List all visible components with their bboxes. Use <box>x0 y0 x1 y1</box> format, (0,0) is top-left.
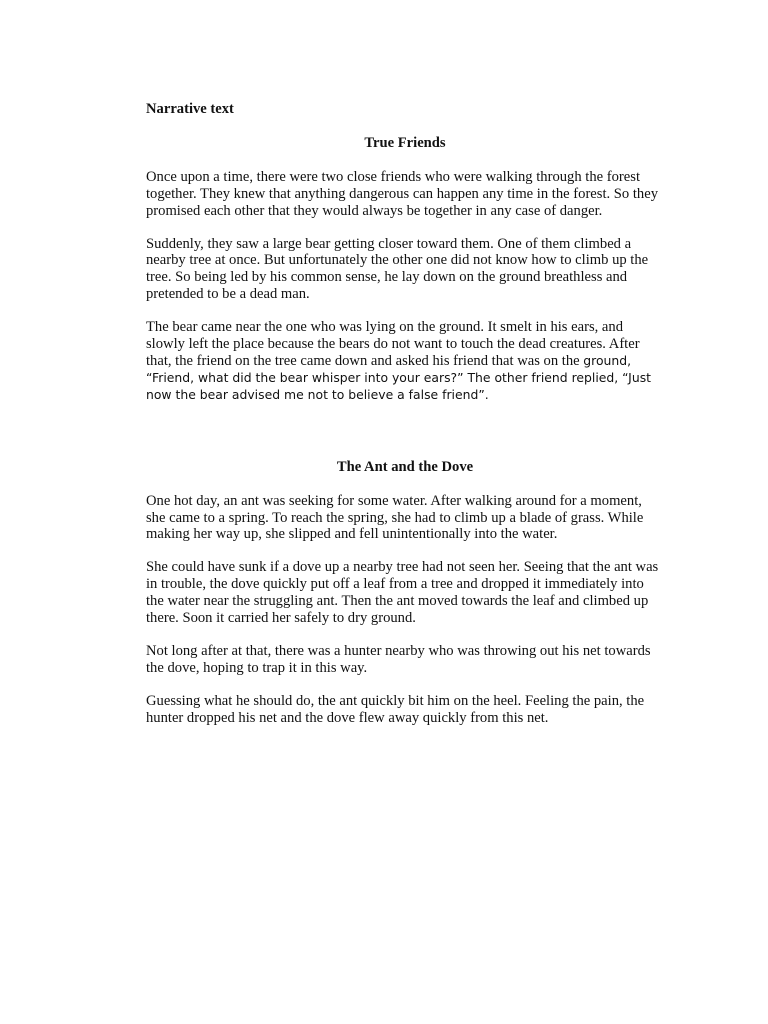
story-2-paragraph-1: One hot day, an ant was seeking for some water. After walking around for a moment, she came to a spring. To reach the spring, she had to climb up a blade of grass. While making her way up, she slipped and fell unintentionally into the water. <box>146 492 644 543</box>
story-2-paragraph-2: She could have sunk if a dove up a nearby tree had not seen her. Seeing that the ant was in trouble, the dove quickly put off a leaf from a tree and dropped it immediately into the water near the struggling ant. Then the ant moved towards the leaf and climbed up there. Soon it carried her safely to dry ground. <box>146 559 659 627</box>
story-2-paragraph-4: Guessing what he should do, the ant quickly bit him on the heel. Feeling the pain, the hunter dropped his net and the dove flew away quickly from this net. <box>146 692 645 726</box>
story-1-paragraph-3 <box>146 319 664 404</box>
document-page <box>146 101 664 727</box>
story-2-paragraph-3: Not long after at that, there was a hunter nearby who was throwing out his net towards the dove, hoping to trap it in this way. <box>146 642 651 676</box>
story-1-paragraph-3-serif: The bear came near the one who was lying on the ground. It smelt in his ears, and slowly left the place because the bears do not want to touch the dead creatures. After that, the friend on the tree came down and asked his friend that was on the <box>146 319 640 369</box>
story-title-true-friends: True Friends <box>364 134 446 151</box>
story-1-paragraph-2: Suddenly, they saw a large bear getting closer toward them. One of them climbed a nearby tree at once. But unfortunately the other one did not know how to climb up the tree. So being led by his common sense, he lay down on the ground breathless and pretended to be a dead man. <box>146 235 649 303</box>
story-1-paragraph-3-sans: ground, “Friend, what did the bear whisper into your ears?” The other friend replied, “Just now the bear advised me not to believe a false friend”. <box>146 352 652 402</box>
story-title-ant-and-dove: The Ant and the Dove <box>336 458 474 475</box>
story-1-paragraph-1: Once upon a time, there were two close friends who were walking through the forest together. They knew that anything dangerous can happen any time in the forest. So they promised each other that they would always be together in any case of danger. <box>146 168 658 219</box>
document-label: Narrative text <box>146 101 234 117</box>
